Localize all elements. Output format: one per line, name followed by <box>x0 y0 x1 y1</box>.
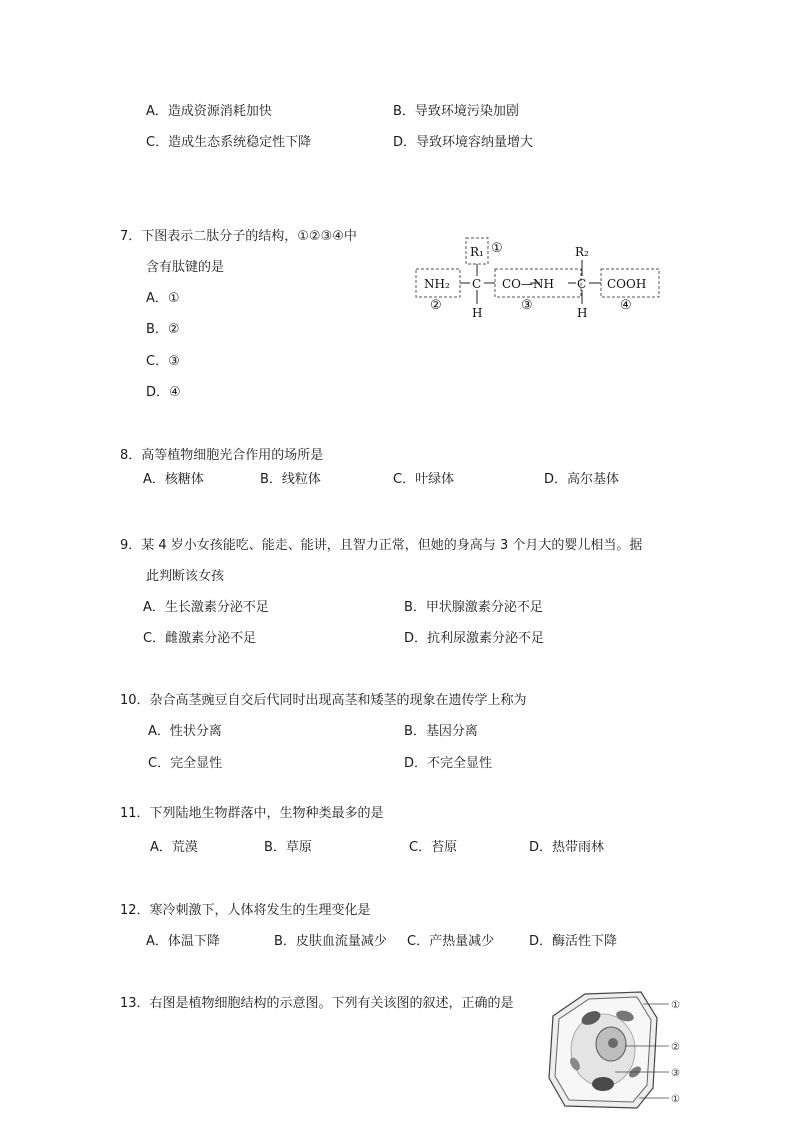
cell-label-3: ③ <box>671 1068 680 1079</box>
diagram-c1: C <box>472 277 482 291</box>
plant-cell-figure <box>545 988 685 1112</box>
q8-stem: 8．高等植物细胞光合作用的场所是 <box>120 448 324 463</box>
diagram-cooh: COOH <box>607 277 647 291</box>
q9-stem-line1: 9．某 4 岁小女孩能吃、能走、能讲，且智力正常，但她的身高与 3 个月大的婴儿相当。据 <box>120 538 643 553</box>
q8-option-b: B．线粒体 <box>260 472 321 487</box>
q11-option-a: A．荒漠 <box>150 840 198 855</box>
q8-option-d: D．高尔基体 <box>544 472 620 487</box>
q9-option-a: A．生长激素分泌不足 <box>143 600 269 615</box>
q7-stem-line2: 含有肽键的是 <box>146 260 225 275</box>
q12-option-a: A．体温下降 <box>146 934 220 949</box>
diagram-label-1: ① <box>491 241 503 256</box>
dipeptide-structure-diagram <box>410 232 670 322</box>
q9-stem-line2: 此判断该女孩 <box>146 569 225 584</box>
diagram-co-nh: CO—NH <box>502 277 554 291</box>
q6-option-b: B．导致环境污染加剧 <box>393 104 519 119</box>
q7-option-a: A．① <box>146 291 180 306</box>
q10-stem: 10．杂合高茎豌豆自交后代同时出现高茎和矮茎的现象在遗传学上称为 <box>120 693 527 708</box>
q6-option-c: C．造成生态系统稳定性下降 <box>146 135 312 150</box>
q7-option-b: B．② <box>146 322 180 337</box>
q9-option-b: B．甲状腺激素分泌不足 <box>404 600 543 615</box>
q11-option-d: D．热带雨林 <box>529 840 605 855</box>
q6-option-a: A．造成资源消耗加快 <box>146 104 272 119</box>
q12-stem: 12．寒冷刺激下，人体将发生的生理变化是 <box>120 903 371 918</box>
q8-option-a: A．核糖体 <box>143 472 204 487</box>
cell-label-4: ① <box>671 1094 680 1105</box>
q13-stem: 13．右图是植物细胞结构的示意图。下列有关该图的叙述，正确的是 <box>120 996 514 1011</box>
q12-option-c: C．产热量减少 <box>407 934 495 949</box>
cell-label-1: ① <box>671 1000 680 1011</box>
diagram-r2: R₂ <box>575 245 589 259</box>
q10-option-d: D．不完全显性 <box>404 756 493 771</box>
q10-option-c: C．完全显性 <box>148 756 223 771</box>
q9-option-d: D．抗利尿激素分泌不足 <box>404 631 545 646</box>
diagram-c2: C <box>577 277 587 291</box>
q9-option-c: C．雌激素分泌不足 <box>143 631 257 646</box>
q7-option-d: D．④ <box>146 385 181 400</box>
diagram-r1: R₁ <box>470 245 484 259</box>
q7-stem-line1: 7．下图表示二肽分子的结构，①②③④中 <box>120 229 357 244</box>
q12-option-b: B．皮肤血流量减少 <box>274 934 387 949</box>
diagram-label-3: ③ <box>521 298 533 313</box>
q10-option-a: A．性状分离 <box>148 724 222 739</box>
diagram-h2: H <box>577 306 588 320</box>
q10-option-b: B．基因分离 <box>404 724 478 739</box>
diagram-label-4: ④ <box>620 298 632 313</box>
diagram-nh2: NH₂ <box>424 277 450 291</box>
q11-option-c: C．苔原 <box>409 840 458 855</box>
q7-option-c: C．③ <box>146 354 180 369</box>
cell-label-2: ② <box>671 1042 680 1053</box>
q8-option-c: C．叶绿体 <box>393 472 455 487</box>
diagram-label-2: ② <box>430 298 442 313</box>
q11-option-b: B．草原 <box>264 840 312 855</box>
q12-option-d: D．酶活性下降 <box>529 934 618 949</box>
q11-stem: 11．下列陆地生物群落中，生物种类最多的是 <box>120 806 384 821</box>
q6-option-d: D．导致环境容纳量增大 <box>393 135 534 150</box>
diagram-h1: H <box>472 306 483 320</box>
